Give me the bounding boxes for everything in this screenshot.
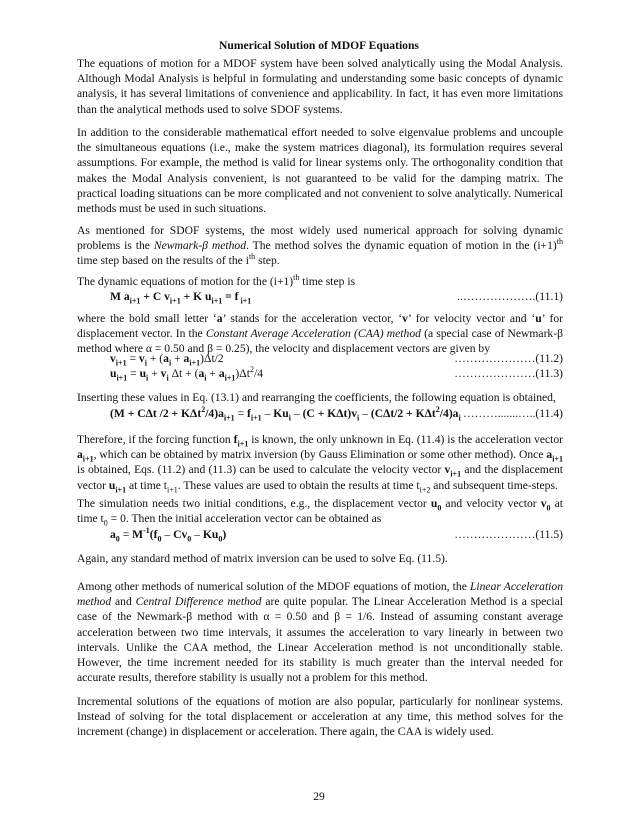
paragraph-inversion: Again, any standard method of matrix inversion can be used to solve Eq. (11.5). xyxy=(77,552,448,565)
paragraph-forcing: Therefore, if the forcing function $f_{i+1}$ is known, the only unknown in Eq. (11.4) is the acceleration vector $a_{i+1}$, which can be obtained by matrix inversion (by Gauss Elimination or some other method). Once $a_{i+1}$ is obtained, Eqs. (11.2) and (11.3) can be used to calculate the velocity vector $v_{i+1}$ and the displacement vector $u_{i+1}$ at time $t_{i+1}$. These values are used to obtain the results at time $t_{i+2}$ and subsequent time-steps. xyxy=(77,433,563,494)
page-title: Numerical Solution of MDOF Equations xyxy=(219,39,419,52)
paragraph-intro: The equations of motion for a MDOF system have been solved analytically using the Modal Analysis. Although Modal Analysis is helpful in formulating and understanding some basic concepts of dynamic analysis, it has several limitations of convenience and applicability. In fact, it has even more limitations than the analytical methods used to solve SDOF systems. xyxy=(77,57,563,116)
paragraph-initial-conditions: The simulation needs two initial conditions, e.g., the displacement vector $u_0$ and velocity vector $v_0$ at time $t_0 = 0$. Then the initial acceleration vector can be obtained as xyxy=(77,497,564,528)
page-number: 29 xyxy=(313,790,325,803)
equation-11-1: M $a_{i+1} + C$ $v_{i+1} + K$ $u_{i+1} = f$ $_{i+1}$ ..……………….(11.1) xyxy=(110,290,563,306)
equation-11-2: $v_{i+1} = v_i + (a_i + a_{i+1})\Delta t/2$ …………………(11.2) xyxy=(110,352,563,368)
paragraph-newmark: As mentioned for SDOF systems, the most widely used numerical approach for solving dynamic problems is the Newmark-β method. The method solves the dynamic equation of motion in the $(i+1)^{th}$ time step based on the results of the $i^{th}$ step. xyxy=(77,224,563,268)
paragraph-limitations: In addition to the considerable mathematical effort needed to solve eigenvalue problems and uncouple the simultaneous equations (i.e., make the system matrices diagonal), its formulation requires several assumptions. For example, the method is valid for linear systems only. The orthogonality condition that makes the Modal Analysis convenient, is not guaranteed to be valid for the damping matrix. The practical loading situations can be more complicated and not convenient to solve analytically. Numerical methods must be used in such situations. xyxy=(77,126,563,216)
paragraph-inserting: Inserting these values in Eq. (13.1) and rearranging the coefficients, the following equation is obtained, xyxy=(77,391,556,404)
paragraph-caa: where the bold small letter ‘a’ stands for the acceleration vector, ‘v’ for velocity vector and ‘u’ for displacement vector. In the Constant Average Acceleration (CAA) method (a special case of Newmark-β method where α = 0.50 and β = 0.25), the velocity and displacement vectors are given by xyxy=(77,312,563,356)
equation-11-3: $u_{i+1} = u_i + v_i$ $\Delta t + (a_i + a_{i+1})\Delta t^2/4$ …………………(11.3) xyxy=(110,365,563,383)
paragraph-other-methods: Among other methods of numerical solution of the MDOF equations of motion, the Linear Acceleration method and Central Difference method are quite popular. The Linear Acceleration Method is a special case of the Newmark-β method with α = 0.50 and β = 1/6. Instead of assuming constant average acceleration between two time intervals, it assumes the acceleration to vary linearly in between two intervals. Unlike the CAA method, the Linear Acceleration method is not unconditionally stable. However, the time increment needed for its stability is much greater than the interval needed for accurate results, therefore stability is usually not a problem for this method. xyxy=(77,580,563,685)
paragraph-equation-intro: The dynamic equations of motion for the $(i+1)^{th}$ time step is xyxy=(77,273,356,288)
equation-11-5: $a_0 = M^{-1}(f_0 - Cv_0 - Ku_0)$ …………………(11.5) xyxy=(110,526,563,544)
paragraph-incremental: Incremental solutions of the equations of motion are also popular, particularly for nonlinear systems. Instead of solving for the total displacement or acceleration at any time, this method solves for the increment (change) in displacement or acceleration. There again, the CAA is widely used. xyxy=(77,695,563,739)
equation-11-4: (M + CΔt $/2 + K\Delta t^2/4)a_{i+1} = f_{i+1} - Ku_i - (C + K\Delta t)v_i - (C\Delta t/2 + K\Delta t^2/4)a_i$ ……….......…..(11.4) xyxy=(110,405,563,423)
